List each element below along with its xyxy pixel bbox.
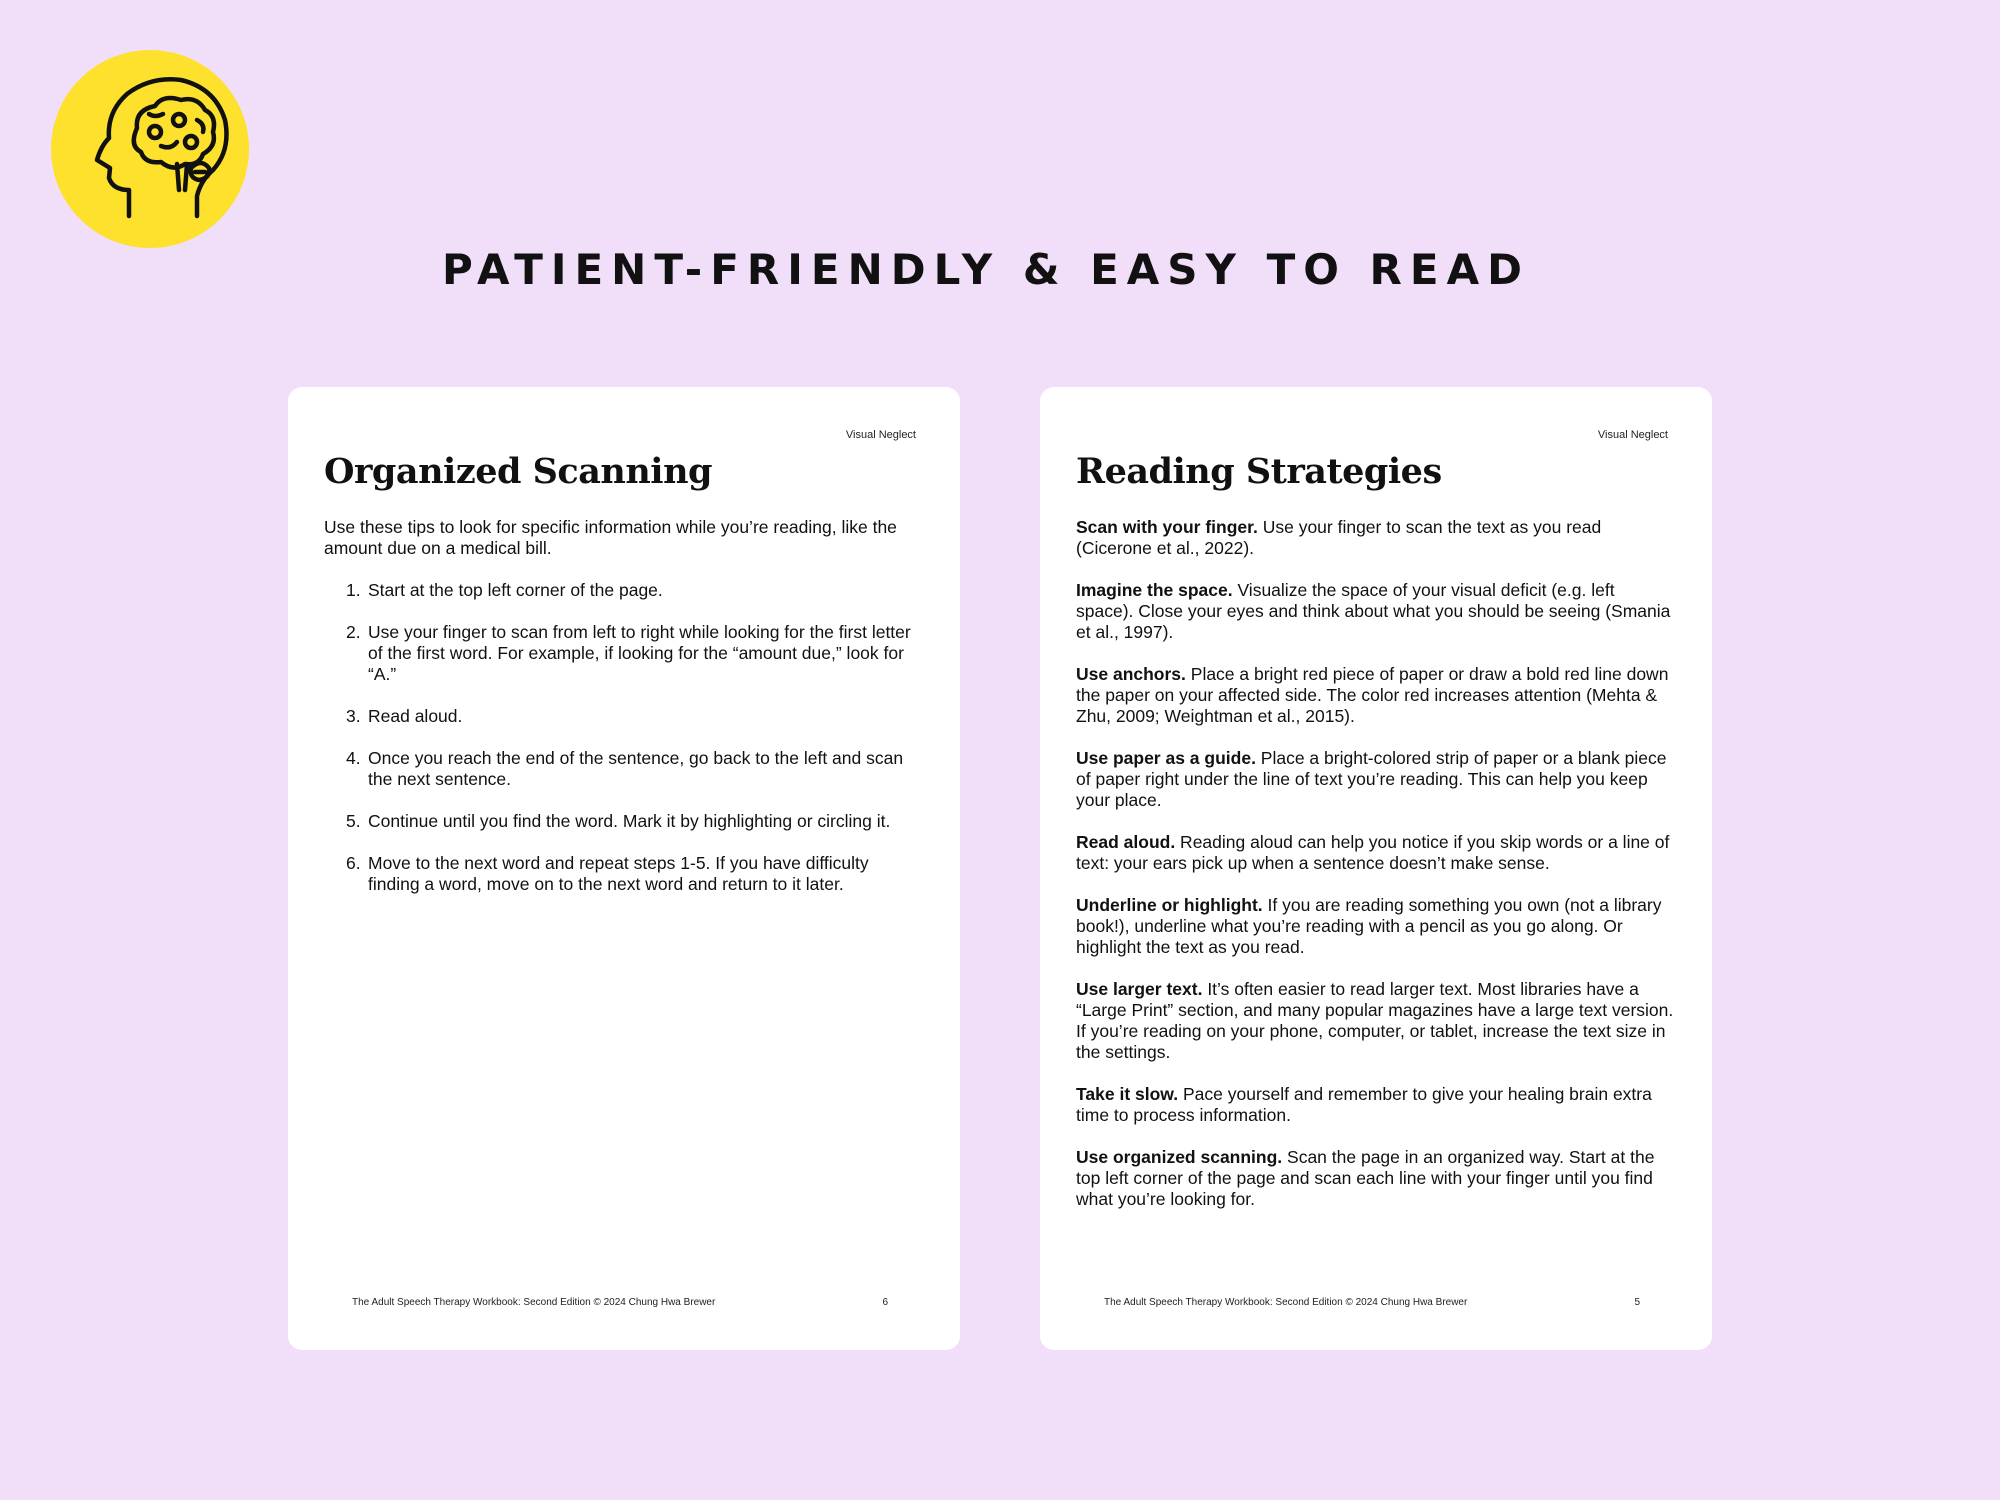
list-item (324, 622, 924, 685)
list-item (324, 580, 924, 601)
step-text: Read aloud. (368, 706, 463, 726)
step-text: Start at the top left corner of the page. (368, 580, 663, 600)
steps-list (324, 580, 924, 895)
page-headline: PATIENT-FRIENDLY & EASY TO READ (442, 245, 1530, 294)
strategy-item (1076, 1084, 1676, 1126)
brain-head-logo (51, 50, 249, 248)
strategy-heading: Use paper as a guide. (1076, 748, 1256, 768)
page-title: Reading Strategies (1076, 451, 1442, 492)
strategy-heading: Use larger text. (1076, 979, 1203, 999)
strategy-text: Scan the page in an organized way. Start at the top left corner of the page and scan each line with your finger until you find what you’re looking for. (1076, 1147, 1655, 1209)
strategy-heading: Read aloud. (1076, 832, 1176, 852)
strategy-text: Pace yourself and remember to give your healing brain extra time to process information. (1076, 1084, 1652, 1125)
strategy-heading: Imagine the space. (1076, 580, 1233, 600)
strategy-heading: Scan with your finger. (1076, 517, 1258, 537)
strategy-text: Place a bright-colored strip of paper or a blank piece of paper right under the line of text you’re reading. This can help you keep your place. (1076, 748, 1667, 810)
page-body (324, 517, 924, 916)
strategy-item (1076, 895, 1676, 958)
step-number: 2. (346, 622, 361, 642)
step-number: 6. (346, 853, 361, 873)
page-number: 5 (1634, 1297, 1640, 1308)
list-item (324, 853, 924, 895)
step-number: 5. (346, 811, 361, 831)
step-number: 1. (346, 580, 361, 600)
strategy-text: Reading aloud can help you notice if you skip words or a line of text: your ears pick up when a sentence doesn’t make sense. (1076, 832, 1670, 873)
strategy-heading: Take it slow. (1076, 1084, 1179, 1104)
step-number: 4. (346, 748, 361, 768)
workbook-page-reading-strategies (1040, 387, 1712, 1350)
page-body (1076, 517, 1676, 1231)
page-footer (1104, 1297, 1640, 1308)
step-text: Once you reach the end of the sentence, go back to the left and scan the next sentence. (368, 748, 904, 789)
strategy-item (1076, 748, 1676, 811)
footer-copyright: The Adult Speech Therapy Workbook: Second Edition © 2024 Chung Hwa Brewer (1104, 1297, 1468, 1308)
strategy-heading: Use anchors. (1076, 664, 1186, 684)
list-item (324, 706, 924, 727)
section-tag: Visual Neglect (845, 429, 916, 441)
strategy-item (1076, 1147, 1676, 1210)
strategy-item (1076, 517, 1676, 559)
strategy-text: Use your finger to scan the text as you read (Cicerone et al., 2022). (1076, 517, 1602, 558)
strategy-item (1076, 664, 1676, 727)
page-number: 6 (882, 1297, 888, 1308)
strategy-text: Visualize the space of your visual deficit (e.g. left space). Close your eyes and think about what you should be seeing (Smania et al., 1997). (1076, 580, 1671, 642)
strategy-item (1076, 580, 1676, 643)
step-text: Continue until you find the word. Mark it by highlighting or circling it. (368, 811, 891, 831)
strategy-heading: Use organized scanning. (1076, 1147, 1283, 1167)
strategy-item (1076, 979, 1676, 1063)
brain-head-icon (51, 50, 249, 248)
intro-paragraph: Use these tips to look for specific information while you’re reading, like the amount due on a medical bill. (324, 517, 897, 558)
strategy-item (1076, 832, 1676, 874)
strategy-text: It’s often easier to read larger text. Most libraries have a “Large Print” section, and many popular magazines have a large text version. If you’re reading on your phone, computer, or tablet, increase the text size in the settings. (1076, 979, 1674, 1062)
footer-copyright: The Adult Speech Therapy Workbook: Second Edition © 2024 Chung Hwa Brewer (352, 1297, 716, 1308)
workbook-page-organized-scanning (288, 387, 960, 1350)
step-text: Use your finger to scan from left to right while looking for the first letter of the first word. For example, if looking for the “amount due,” look for “A.” (368, 622, 911, 684)
step-number: 3. (346, 706, 361, 726)
section-tag: Visual Neglect (1597, 429, 1668, 441)
strategy-text: If you are reading something you own (not a library book!), underline what you’re reading with a pencil as you go along. Or highlight the text as you read. (1076, 895, 1662, 957)
list-item (324, 811, 924, 832)
list-item (324, 748, 924, 790)
page-footer (352, 1297, 888, 1308)
step-text: Move to the next word and repeat steps 1-5. If you have difficulty finding a word, move on to the next word and return to it later. (368, 853, 869, 894)
strategy-heading: Underline or highlight. (1076, 895, 1263, 915)
page-title: Organized Scanning (324, 451, 712, 492)
strategy-text: Place a bright red piece of paper or draw a bold red line down the paper on your affected side. The color red increases attention (Mehta & Zhu, 2009; Weightman et al., 2015). (1076, 664, 1669, 726)
